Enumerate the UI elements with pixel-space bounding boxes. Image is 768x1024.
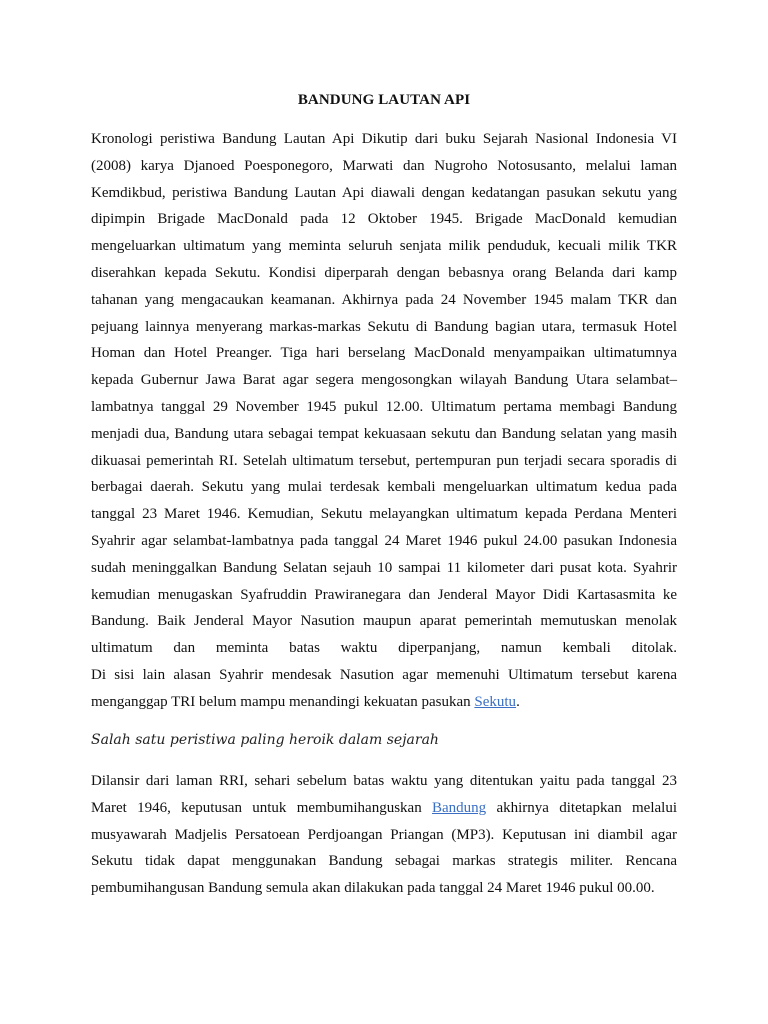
paragraph-line: sudah meninggalkan Bandung Selatan sejauh 10 sampai 11 kilometer dari pusat kota. Syahrir bbox=[91, 559, 677, 576]
paragraph-kronologi bbox=[91, 126, 677, 716]
paragraph-line: (2008) karya Djanoed Poesponegoro, Marwati dan Nugroho Notosusanto, melalui laman bbox=[91, 157, 677, 174]
paragraph-last-line: pembumihangusan Bandung semula akan dilakukan pada tanggal 24 Maret 1946 pukul 00.00. bbox=[91, 880, 655, 897]
paragraph-line: lambatnya tanggal 29 November 1945 pukul 12.00. Ultimatum pertama membagi Bandung bbox=[91, 398, 677, 415]
paragraph-line: kemudian menugaskan Syafruddin Prawiranegara dan Jenderal Mayor Didi Kartasasmita ke bbox=[91, 586, 677, 603]
paragraph-line: tanggal 23 Maret 1946. Kemudian, Sekutu melayangkan ultimatum kepada Perdana Menteri bbox=[91, 506, 677, 523]
paragraph-line: menjadi dua, Bandung utara sebagai tempat kekuasaan sekutu dan Bandung selatan yang masih bbox=[91, 425, 677, 442]
paragraph-line: Sekutu tidak dapat menggunakan Bandung sebagai markas strategis militer. Rencana bbox=[91, 853, 677, 870]
paragraph-line: Bandung. Baik Jenderal Mayor Nasution maupun aparat pemerintah memutuskan menolak bbox=[91, 613, 677, 630]
paragraph-rri bbox=[91, 768, 677, 902]
paragraph-text: . bbox=[516, 693, 520, 710]
paragraph-line: musyawarah Madjelis Persatoean Perdjoangan Priangan (MP3). Keputusan ini diambil agar bbox=[91, 826, 677, 843]
bandung-link[interactable]: Bandung bbox=[432, 799, 487, 816]
paragraph-line: tahanan yang mengacaukan keamanan. Akhirnya pada 24 November 1945 malam TKR dan bbox=[91, 291, 677, 308]
paragraph-line: Homan dan Hotel Preanger. Tiga hari berselang MacDonald menyampaikan ultimatumnya bbox=[91, 345, 677, 362]
paragraph-line: dipimpin Brigade MacDonald pada 12 Oktober 1945. Brigade MacDonald kemudian bbox=[91, 211, 677, 228]
paragraph-last-line bbox=[91, 689, 677, 716]
paragraph-line: mengeluarkan ultimatum yang meminta seluruh senjata milik penduduk, kecuali milik TKR bbox=[91, 238, 677, 255]
paragraph-line: Dilansir dari laman RRI, sehari sebelum batas waktu yang ditentukan yaitu pada tanggal 23 bbox=[91, 773, 677, 789]
paragraph-line: Di sisi lain alasan Syahrir mendesak Nasution agar memenuhi Ultimatum tersebut karena bbox=[91, 666, 677, 683]
paragraph-line: dikuasai pemerintah RI. Setelah ultimatum tersebut, pertempuran pun terjadi secara sporadis di bbox=[91, 452, 677, 469]
document-title: BANDUNG LAUTAN API bbox=[297, 92, 471, 108]
paragraph-line: ultimatum dan meminta batas waktu diperpanjang, namun kembali ditolak. bbox=[91, 640, 677, 657]
paragraph-line: Syahrir agar selambat-lambatnya pada tanggal 24 Maret 1946 pukul 24.00 pasukan Indonesia bbox=[91, 532, 677, 549]
paragraph-line: berbagai daerah. Sekutu yang mulai terdesak kembali mengeluarkan ultimatum kedua pada bbox=[91, 479, 677, 496]
section-subheading: Salah satu peristiwa paling heroik dalam sejarah bbox=[91, 732, 439, 748]
paragraph-line: Kronologi peristiwa Bandung Lautan Api Dikutip dari buku Sejarah Nasional Indonesia VI bbox=[91, 131, 677, 147]
paragraph-text: akhirnya ditetapkan melalui bbox=[486, 799, 677, 816]
paragraph-line: diserahkan kepada Sekutu. Kondisi diperparah dengan bebasnya orang Belanda dari kamp bbox=[91, 264, 677, 281]
sekutu-link[interactable]: Sekutu bbox=[474, 693, 517, 710]
paragraph-text: Maret 1946, keputusan untuk membumihanguskan bbox=[91, 799, 432, 816]
paragraph-line: Kemdikbud, peristiwa Bandung Lautan Api diawali dengan kedatangan pasukan sekutu yang bbox=[91, 184, 677, 201]
paragraph-line: kepada Gubernur Jawa Barat agar segera mengosongkan wilayah Bandung Utara selambat– bbox=[91, 372, 677, 389]
paragraph-text: menganggap TRI belum mampu menandingi kekuatan pasukan bbox=[91, 693, 475, 710]
paragraph-line: pejuang lainnya menyerang markas-markas Sekutu di Bandung bagian utara, termasuk Hotel bbox=[91, 318, 677, 335]
paragraph-line bbox=[91, 795, 677, 822]
